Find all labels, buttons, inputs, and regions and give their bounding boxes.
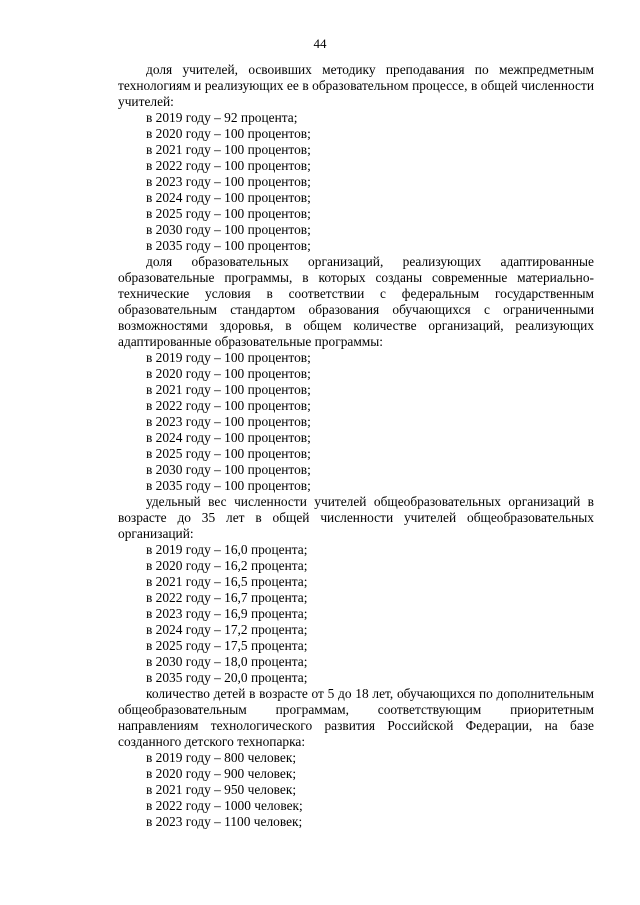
list-item: в 2023 году – 100 процентов;: [146, 414, 311, 429]
list-young-teachers: [118, 542, 594, 686]
list-item: в 2021 году – 100 процентов;: [146, 382, 311, 397]
list-item: в 2025 году – 100 процентов;: [146, 206, 311, 221]
paragraph-teachers-interdisciplinary: доля учителей, освоивших методику преподавания по межпредметным технологиям и реализующих ее в образовательном процессе, в общей численности учителей:: [118, 62, 594, 109]
list-item: в 2019 году – 100 процентов;: [146, 350, 311, 365]
list-item: в 2022 году – 100 процентов;: [146, 398, 311, 413]
list-item: в 2035 году – 20,0 процента;: [146, 670, 308, 685]
list-item: в 2025 году – 17,5 процента;: [146, 638, 308, 653]
list-item: в 2021 году – 950 человек;: [146, 782, 297, 797]
list-item: в 2024 году – 17,2 процента;: [146, 622, 308, 637]
list-item: в 2022 году – 16,7 процента;: [146, 590, 308, 605]
list-item: в 2024 году – 100 процентов;: [146, 430, 311, 445]
list-item: в 2030 году – 100 процентов;: [146, 222, 311, 237]
list-item: в 2025 году – 100 процентов;: [146, 446, 311, 461]
list-item: в 2030 году – 100 процентов;: [146, 462, 311, 477]
list-teachers-interdisciplinary: [118, 110, 594, 254]
list-adapted-programs: [118, 350, 594, 494]
list-item: в 2022 году – 1000 человек;: [146, 798, 303, 813]
paragraph-adapted-programs: доля образовательных организаций, реализующих адаптированные образовательные программы, в которых созданы современные материально-технические условия в соответствии с федеральным государственным образовательным стандартом образования обучающихся с ограниченными возможностями здоровья, в общем количестве организаций, реализующих адаптированные образовательные программы:: [118, 254, 594, 349]
list-item: в 2022 году – 100 процентов;: [146, 158, 311, 173]
list-item: в 2020 году – 900 человек;: [146, 766, 297, 781]
list-item: в 2023 году – 16,9 процента;: [146, 606, 308, 621]
list-item: в 2023 году – 1100 человек;: [146, 814, 303, 829]
list-item: в 2035 году – 100 процентов;: [146, 238, 311, 253]
list-item: в 2019 году – 800 человек;: [146, 750, 297, 765]
list-item: в 2020 году – 100 процентов;: [146, 366, 311, 381]
list-item: в 2023 году – 100 процентов;: [146, 174, 311, 189]
list-item: в 2035 году – 100 процентов;: [146, 478, 311, 493]
paragraph-technopark-children: количество детей в возрасте от 5 до 18 лет, обучающихся по дополнительным общеобразовательным программам, соответствующим приоритетным направлениям технологического развития Российской Федерации, на базе созданного детского технопарка:: [118, 686, 594, 749]
list-technopark-children: [118, 750, 594, 830]
list-item: в 2020 году – 16,2 процента;: [146, 558, 308, 573]
list-item: в 2024 году – 100 процентов;: [146, 190, 311, 205]
list-item: в 2019 году – 16,0 процента;: [146, 542, 308, 557]
paragraph-young-teachers: удельный вес численности учителей общеобразовательных организаций в возрасте до 35 лет в общей численности учителей общеобразовательных организаций:: [118, 494, 594, 541]
list-item: в 2030 году – 18,0 процента;: [146, 654, 308, 669]
list-item: в 2021 году – 16,5 процента;: [146, 574, 308, 589]
list-item: в 2019 году – 92 процента;: [146, 110, 298, 125]
document-body: [118, 62, 594, 830]
list-item: в 2021 году – 100 процентов;: [146, 142, 311, 157]
page-number: 44: [313, 36, 327, 51]
list-item: в 2020 году – 100 процентов;: [146, 126, 311, 141]
